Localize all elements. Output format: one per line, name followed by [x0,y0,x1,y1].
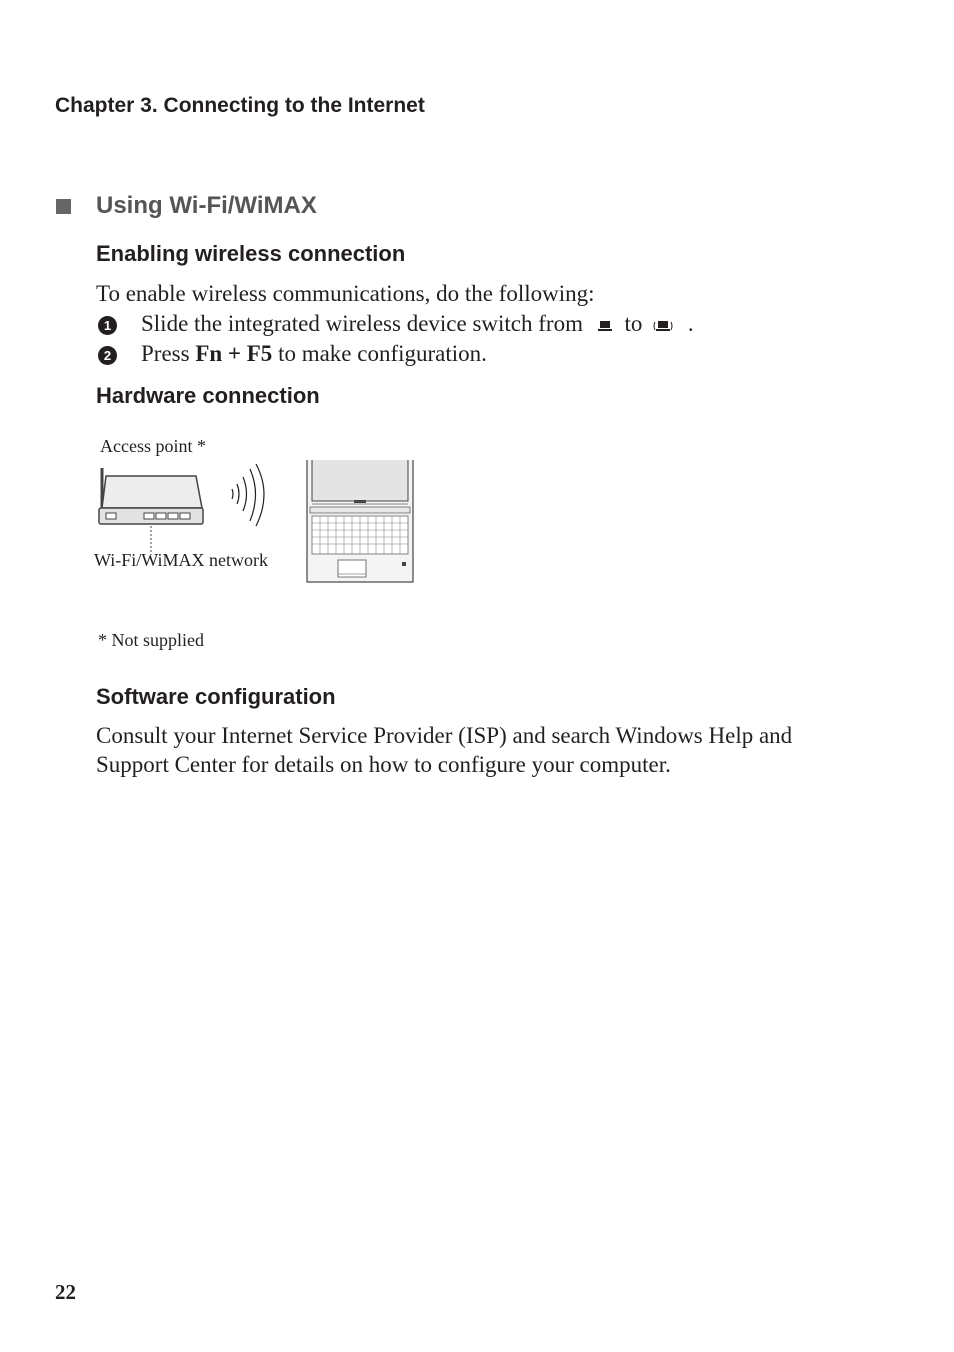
section-title: Using Wi-Fi/WiMAX [96,192,317,219]
step-number-2: 2 [98,346,117,365]
wireless-on-icon [652,313,676,339]
step-2-keys: Fn + F5 [195,341,273,366]
step-2-before: Press [141,341,190,366]
step-1-text [141,311,694,339]
step-number-1: 1 [98,316,117,335]
router-icon [99,468,203,555]
enabling-heading: Enabling wireless connection [96,241,406,266]
page-number: 22 [55,1280,76,1304]
software-heading: Software configuration [96,684,336,709]
footnote: * Not supplied [98,630,204,650]
laptop-icon [307,460,413,582]
hardware-heading: Hardware connection [96,383,320,408]
wifi-waves-icon [232,464,264,526]
network-label: Wi-Fi/WiMAX network [94,550,269,570]
wireless-off-icon [597,313,613,339]
chapter-title: Chapter 3. Connecting to the Internet [55,94,425,117]
access-point-label: Access point * [100,436,206,456]
step-2-text [141,341,487,367]
step-1-before: Slide the integrated wireless device switch from [141,311,583,336]
software-line-2: Support Center for details on how to configure your computer. [96,752,671,777]
software-line-1: Consult your Internet Service Provider (ISP) and search Windows Help and [96,723,793,748]
step-1-end: . [687,311,694,336]
square-bullet-icon [56,199,71,214]
enabling-intro: To enable wireless communications, do the following: [96,281,595,306]
step-1-mid: to [624,311,643,336]
step-2-after: to make configuration. [278,341,487,366]
